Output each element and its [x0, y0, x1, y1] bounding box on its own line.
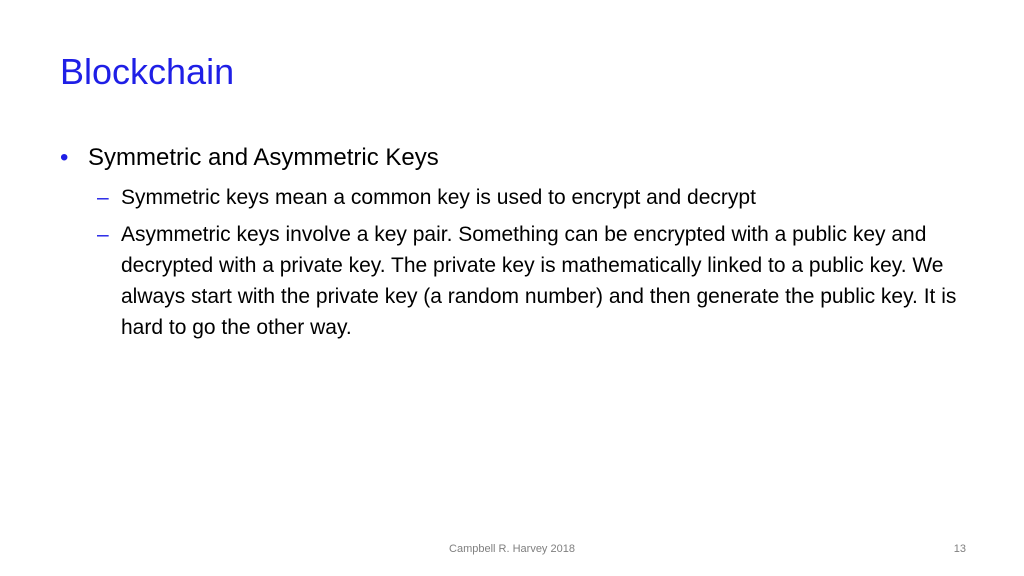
sub-bullet-text: Symmetric keys mean a common key is used to encrypt and decrypt — [121, 186, 756, 209]
sub-bullet-text: Asymmetric keys involve a key pair. Something can be encrypted with a public key and decrypted with a private key. The private key is mathematically linked to a public key. We always start with the private key (a random number) and then generate the public key. It is hard to go the other way. — [121, 223, 957, 339]
bullet-text: Symmetric and Asymmetric Keys — [88, 144, 439, 171]
slide-footer: Campbell R. Harvey 2018 — [449, 543, 575, 555]
bullet-item — [60, 142, 960, 173]
dash-icon: – — [97, 223, 109, 246]
sub-bullet-list — [97, 182, 967, 349]
sub-bullet-item — [97, 182, 967, 213]
sub-bullet-item — [97, 219, 967, 343]
slide-title: Blockchain — [60, 51, 235, 92]
bullet-dot-icon: • — [60, 144, 69, 171]
page-number: 13 — [953, 543, 966, 555]
dash-icon: – — [97, 186, 109, 209]
